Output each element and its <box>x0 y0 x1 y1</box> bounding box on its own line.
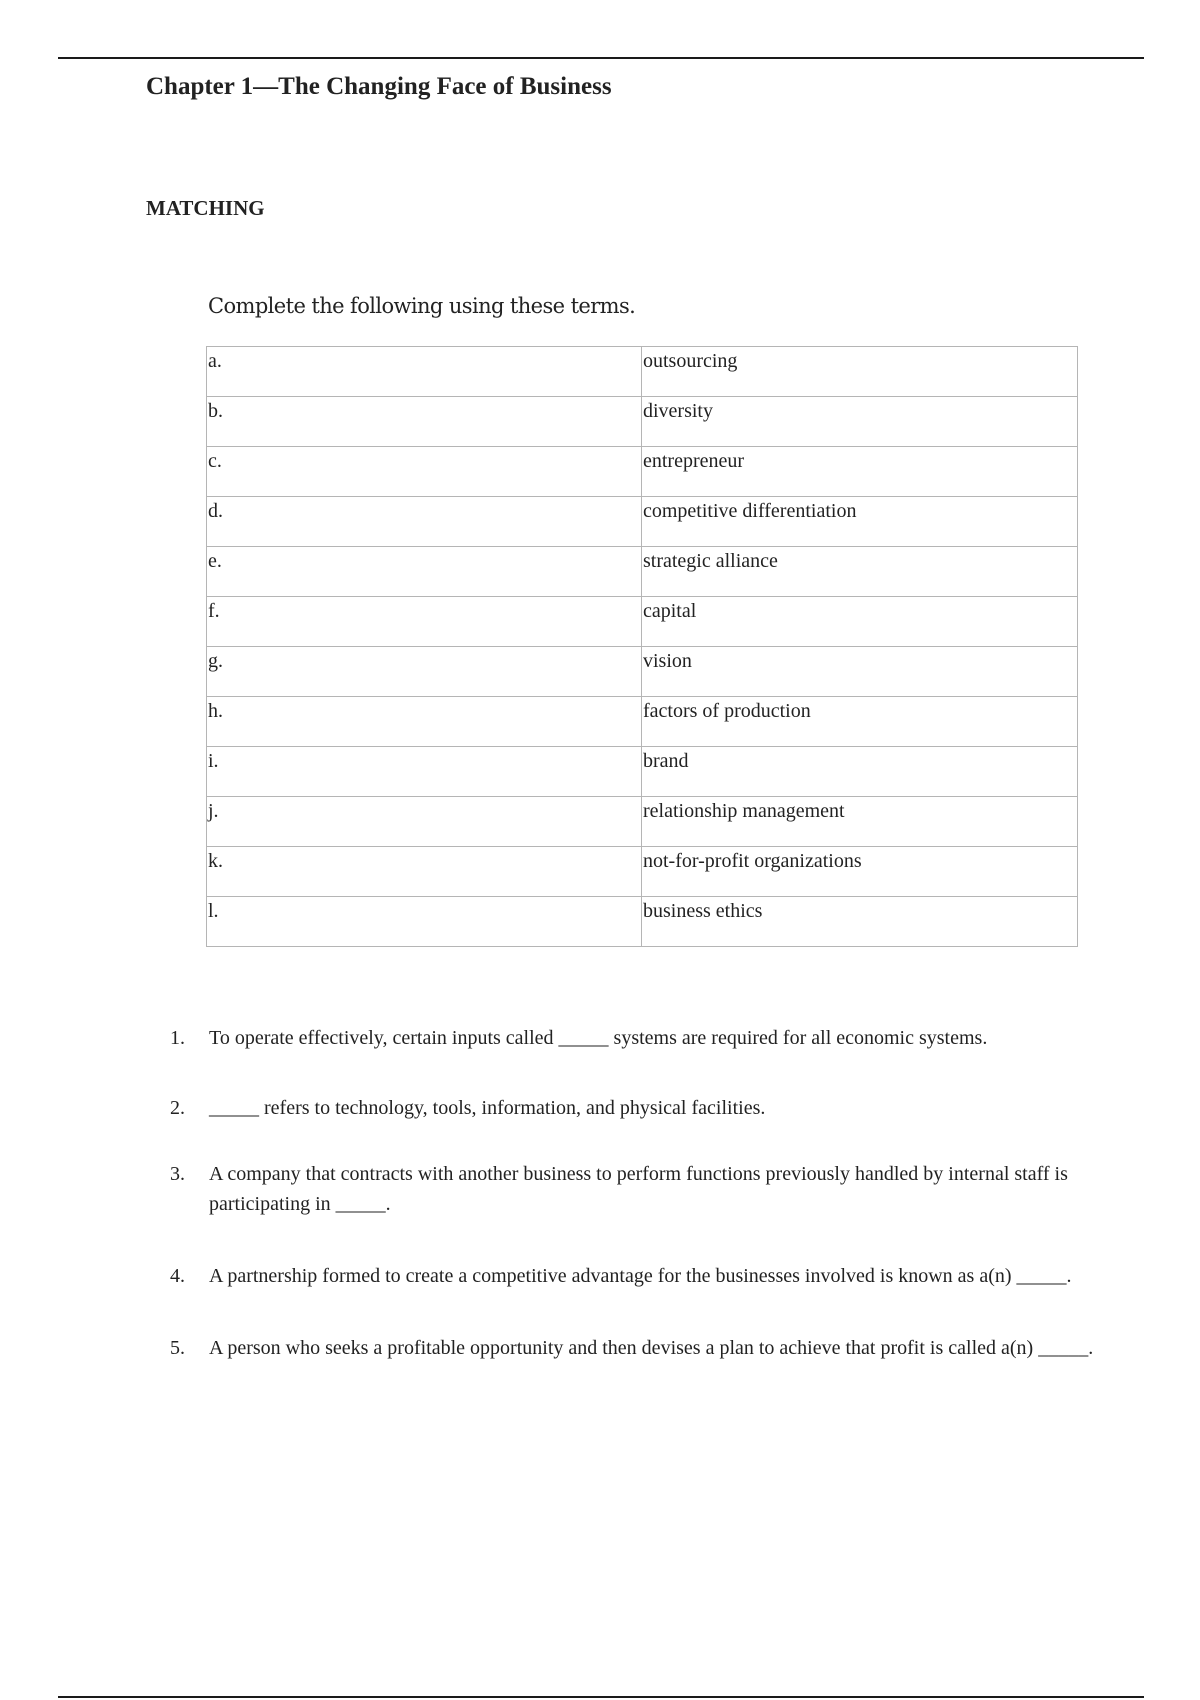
question-number: 1. <box>170 1027 185 1049</box>
table-row <box>207 647 1078 697</box>
term-text: brand <box>643 750 689 772</box>
instructions: Complete the following using these terms. <box>208 294 636 318</box>
term-cell <box>642 647 1078 697</box>
table-row <box>207 347 1078 397</box>
term-letter-cell <box>207 897 642 947</box>
terms-table <box>206 346 1078 947</box>
table-row <box>207 547 1078 597</box>
term-letter: h. <box>208 700 223 722</box>
term-cell <box>642 547 1078 597</box>
table-row <box>207 397 1078 447</box>
term-letter-cell <box>207 397 642 447</box>
term-letter-cell <box>207 747 642 797</box>
question-item <box>170 1159 1130 1219</box>
term-letter: a. <box>208 350 222 372</box>
table-row <box>207 497 1078 547</box>
term-text: factors of production <box>643 700 811 722</box>
question-list <box>170 1023 1130 1363</box>
question-number: 2. <box>170 1097 185 1119</box>
term-cell <box>642 797 1078 847</box>
section-heading: MATCHING <box>146 196 265 220</box>
term-cell <box>642 847 1078 897</box>
term-cell <box>642 747 1078 797</box>
term-text: entrepreneur <box>643 450 745 472</box>
term-text: not-for-profit organizations <box>643 850 862 872</box>
term-letter-cell <box>207 597 642 647</box>
question-number: 4. <box>170 1265 185 1287</box>
table-row <box>207 847 1078 897</box>
table-row <box>207 447 1078 497</box>
term-letter-cell <box>207 697 642 747</box>
term-letter-cell <box>207 497 642 547</box>
term-text: diversity <box>643 400 713 422</box>
term-cell <box>642 597 1078 647</box>
question-item <box>170 1333 1130 1363</box>
term-letter-cell <box>207 547 642 597</box>
term-text: business ethics <box>643 900 763 922</box>
question-item <box>170 1261 1130 1291</box>
term-cell <box>642 347 1078 397</box>
table-row <box>207 897 1078 947</box>
chapter-title: Chapter 1—The Changing Face of Business <box>146 73 612 100</box>
question-text: A partnership formed to create a competitive advantage for the businesses involved is known as a(n) _____. <box>209 1265 1072 1287</box>
question-number: 3. <box>170 1163 185 1185</box>
term-text: vision <box>643 650 692 672</box>
top-rule <box>58 57 1144 59</box>
term-letter-cell <box>207 647 642 697</box>
question-text: A person who seeks a profitable opportunity and then devises a plan to achieve that profit is called a(n) _____. <box>209 1337 1094 1359</box>
term-text: competitive differentiation <box>643 500 857 522</box>
question-item <box>170 1093 1130 1123</box>
table-row <box>207 597 1078 647</box>
question-text: To operate effectively, certain inputs called _____ systems are required for all economic systems. <box>209 1027 988 1049</box>
term-cell <box>642 497 1078 547</box>
term-letter: d. <box>208 500 223 522</box>
term-letter: f. <box>208 600 220 622</box>
term-cell <box>642 447 1078 497</box>
term-letter-cell <box>207 347 642 397</box>
question-item <box>170 1023 1130 1053</box>
term-letter: b. <box>208 400 223 422</box>
table-row <box>207 747 1078 797</box>
term-letter-cell <box>207 447 642 497</box>
term-letter-cell <box>207 847 642 897</box>
table-row <box>207 697 1078 747</box>
bottom-rule <box>58 1696 1144 1698</box>
term-letter: e. <box>208 550 222 572</box>
term-cell <box>642 697 1078 747</box>
term-text: capital <box>643 600 697 622</box>
question-text: _____ refers to technology, tools, information, and physical facilities. <box>209 1097 766 1119</box>
table-row <box>207 797 1078 847</box>
term-text: strategic alliance <box>643 550 778 572</box>
term-letter: l. <box>208 900 219 922</box>
term-letter: j. <box>208 800 219 822</box>
term-letter: k. <box>208 850 223 872</box>
term-letter-cell <box>207 797 642 847</box>
term-letter: g. <box>208 650 223 672</box>
term-text: relationship management <box>643 800 845 822</box>
term-cell <box>642 397 1078 447</box>
term-letter: c. <box>208 450 222 472</box>
question-number: 5. <box>170 1337 185 1359</box>
term-cell <box>642 897 1078 947</box>
term-letter: i. <box>208 750 219 772</box>
term-text: outsourcing <box>643 350 738 372</box>
question-text: A company that contracts with another business to perform functions previously handled by internal staff is participating in _____. <box>209 1163 1068 1215</box>
